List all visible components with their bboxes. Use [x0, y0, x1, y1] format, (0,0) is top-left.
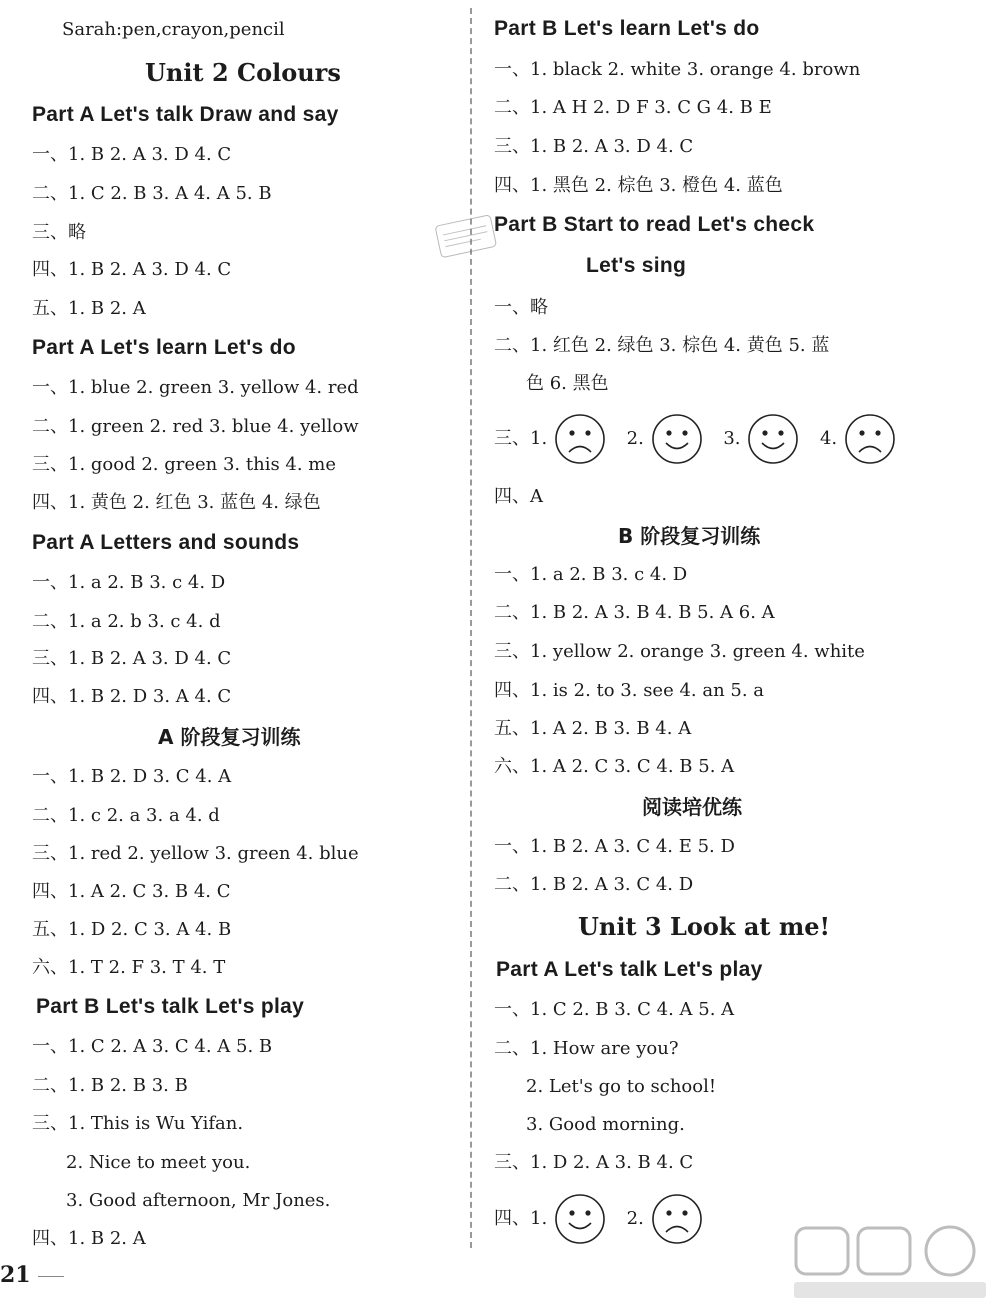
unit2-title: Unit 2 Colours: [145, 58, 341, 87]
answer-line: 五、1. B 2. A: [32, 298, 146, 319]
answer-line: 一、1. a 2. B 3. c 4. D: [32, 572, 226, 593]
sad-face-icon: [553, 412, 607, 466]
section-heading-a-talk: Part A Let's talk Draw and say: [32, 103, 339, 126]
answer-line: 四、1. B 2. A 3. D 4. C: [32, 259, 232, 280]
section-heading-a-review: A 阶段复习训练: [158, 725, 301, 749]
answer-line: 三、1. red 2. yellow 3. green 4. blue: [32, 843, 359, 864]
answer-line: 二、1. c 2. a 3. a 4. d: [32, 805, 220, 826]
answer-line: 2. Let's go to school!: [526, 1076, 717, 1097]
section-heading-reading: 阅读培优练: [642, 795, 742, 819]
answer-line: 二、1. B 2. A 3. B 4. B 5. A 6. A: [494, 602, 775, 623]
footer-rule: [38, 1276, 64, 1277]
faces-answer-line: [494, 412, 897, 466]
answer-line: 三、1. B 2. A 3. D 4. C: [32, 648, 232, 669]
answer-line: 三、1. This is Wu Yifan.: [32, 1113, 244, 1134]
answer-line: 四、1. is 2. to 3. see 4. an 5. a: [494, 680, 765, 701]
section-heading-a-letters: Part A Letters and sounds: [32, 531, 300, 554]
answer-line: 二、1. How are you?: [494, 1038, 679, 1059]
answer-line: 一、1. B 2. D 3. C 4. A: [32, 766, 232, 787]
answer-line: 一、1. a 2. B 3. c 4. D: [494, 564, 688, 585]
section-heading-b-talk: Part B Let's talk Let's play: [36, 995, 305, 1018]
answer-line: 四、1. A 2. C 3. B 4. C: [32, 881, 231, 902]
answer-line: 六、1. T 2. F 3. T 4. T: [32, 957, 226, 978]
answer-line: 一、1. B 2. A 3. D 4. C: [32, 144, 232, 165]
answer-line: 二、1. B 2. A 3. C 4. D: [494, 874, 694, 895]
answer-line: 一、1. black 2. white 3. orange 4. brown: [494, 59, 861, 80]
answer-line: 五、1. A 2. B 3. B 4. A: [494, 718, 692, 739]
answer-line: 三、1. D 2. A 3. B 4. C: [494, 1152, 694, 1173]
answer-line: 三、1. B 2. A 3. D 4. C: [494, 136, 694, 157]
top-line: Sarah:pen,crayon,pencil: [62, 19, 285, 40]
face-label-3: 3.: [723, 428, 741, 449]
answer-line: 四、1. B 2. A: [32, 1228, 146, 1249]
faces-answer-line: [494, 1192, 704, 1246]
answer-line: 2. Nice to meet you.: [66, 1152, 251, 1173]
answer-line: 四、A: [494, 486, 543, 507]
face-label-2: 2.: [626, 1208, 644, 1229]
answer-line: 二、1. A H 2. D F 3. C G 4. B E: [494, 97, 772, 118]
sad-face-icon: [843, 412, 897, 466]
answer-line: 一、1. C 2. A 3. C 4. A 5. B: [32, 1036, 273, 1057]
answer-line: 四、1. 黑色 2. 棕色 3. 橙色 4. 蓝色: [494, 175, 783, 196]
happy-face-icon: [553, 1192, 607, 1246]
happy-face-icon: [650, 412, 704, 466]
answer-line: 二、1. B 2. B 3. B: [32, 1075, 188, 1096]
answer-line: 3. Good afternoon, Mr Jones.: [66, 1190, 331, 1211]
stamp-icon: [432, 212, 502, 262]
answer-line: 一、1. C 2. B 3. C 4. A 5. A: [494, 999, 735, 1020]
watermark-logo-icon: [790, 1224, 990, 1304]
sad-face-icon: [650, 1192, 704, 1246]
section-heading-u3-talk: Part A Let's talk Let's play: [496, 958, 763, 981]
section-heading-b-review: B 阶段复习训练: [618, 524, 761, 548]
answer-line: 一、略: [494, 297, 548, 318]
answer-line: 三、1. yellow 2. orange 3. green 4. white: [494, 641, 865, 662]
happy-face-icon: [746, 412, 800, 466]
unit3-title: Unit 3 Look at me!: [578, 912, 831, 941]
faces-prefix: 三、1.: [494, 428, 548, 449]
answer-line: 一、1. blue 2. green 3. yellow 4. red: [32, 377, 359, 398]
page-number: 21: [0, 1262, 31, 1288]
section-heading-a-learn: Part A Let's learn Let's do: [32, 336, 296, 359]
answer-line: 三、1. good 2. green 3. this 4. me: [32, 454, 337, 475]
answer-line: 色 6. 黑色: [526, 373, 609, 394]
answer-line: 二、1. C 2. B 3. A 4. A 5. B: [32, 183, 272, 204]
section-heading-b-learn: Part B Let's learn Let's do: [494, 17, 760, 40]
faces-prefix: 四、1.: [494, 1208, 548, 1229]
section-heading-b-read: Part B Start to read Let's check: [494, 213, 815, 236]
answer-line: 三、略: [32, 222, 86, 243]
answer-line: 二、1. a 2. b 3. c 4. d: [32, 611, 221, 632]
answer-line: 二、1. 红色 2. 绿色 3. 棕色 4. 黄色 5. 蓝: [494, 335, 830, 356]
face-label-4: 4.: [819, 428, 838, 449]
answer-line: 四、1. B 2. D 3. A 4. C: [32, 686, 232, 707]
answer-line: 六、1. A 2. C 3. C 4. B 5. A: [494, 756, 735, 777]
answer-line: 四、1. 黄色 2. 红色 3. 蓝色 4. 绿色: [32, 492, 321, 513]
answer-line: 3. Good morning.: [526, 1114, 685, 1135]
answer-line: 二、1. green 2. red 3. blue 4. yellow: [32, 416, 359, 437]
face-label-2: 2.: [626, 428, 644, 449]
answer-line: 五、1. D 2. C 3. A 4. B: [32, 919, 232, 940]
answer-line: 一、1. B 2. A 3. C 4. E 5. D: [494, 836, 735, 857]
section-heading-b-sing: Let's sing: [586, 254, 687, 277]
column-divider: [470, 8, 472, 1248]
